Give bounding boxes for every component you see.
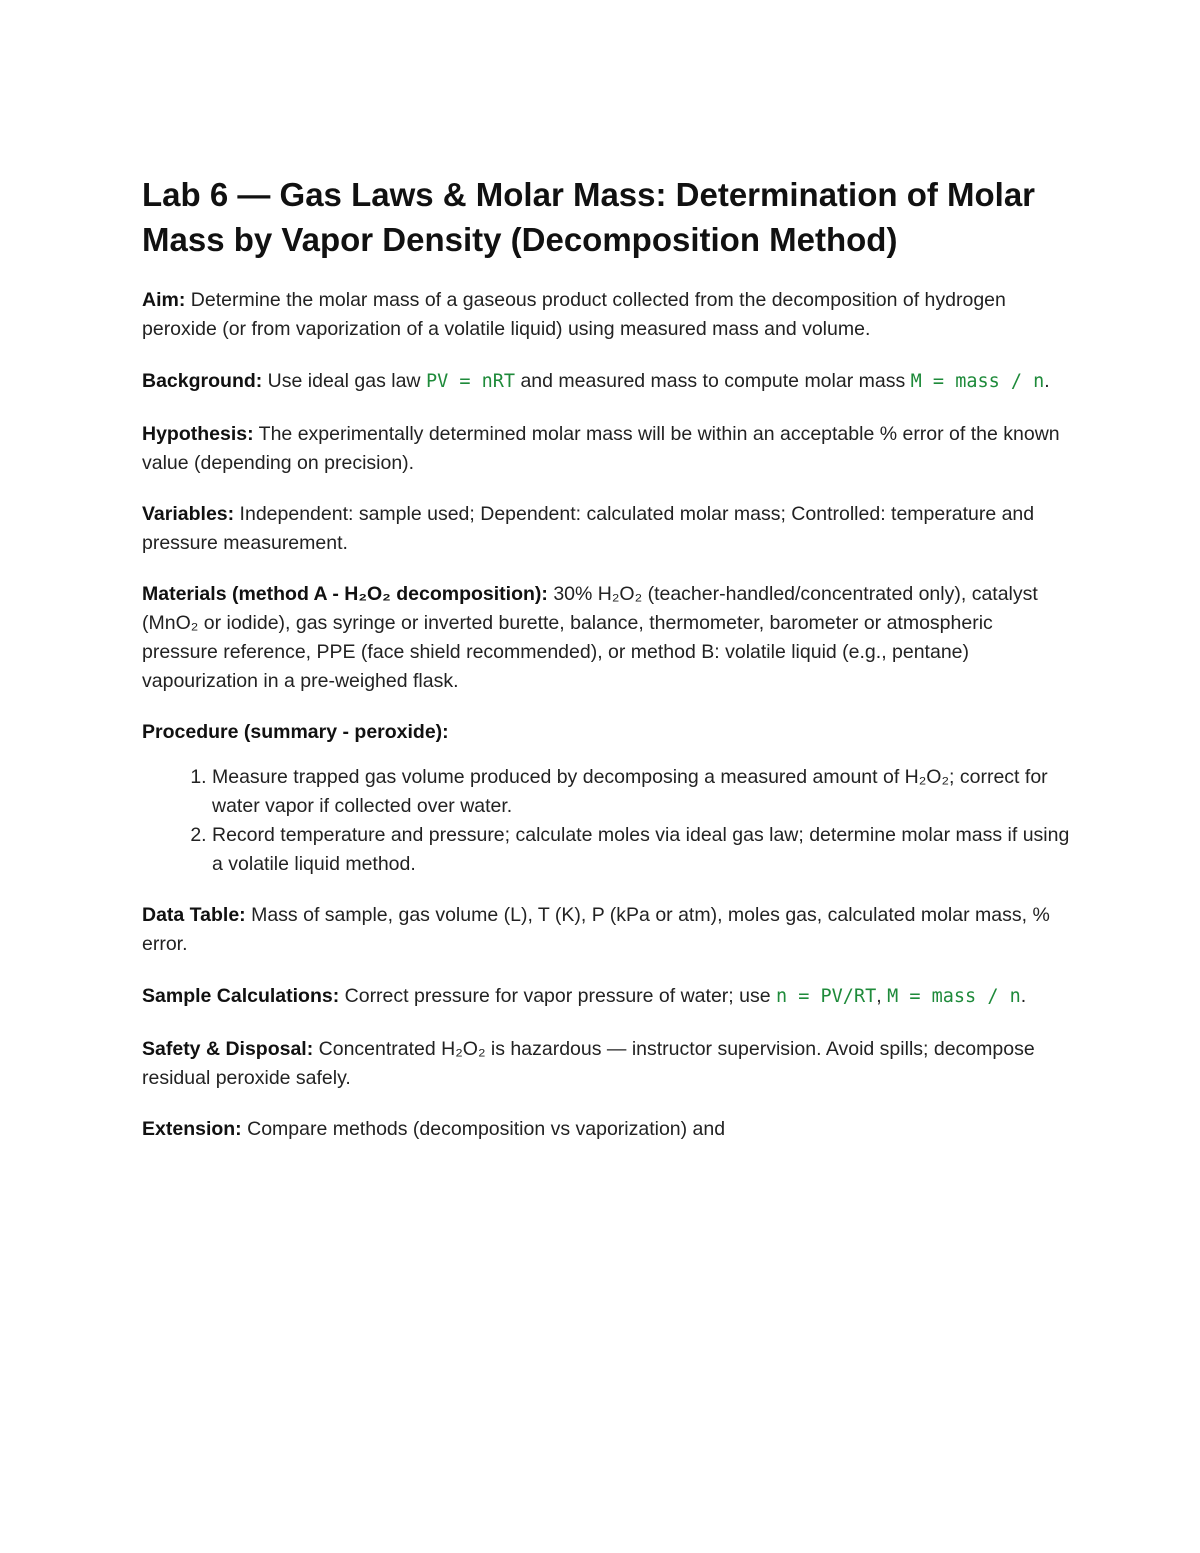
hypothesis-section	[142, 420, 1072, 478]
extension-section	[142, 1115, 1072, 1144]
procedure-step: 2. Record temperature and pressure; calculate moles via ideal gas law; determine molar mass if using a volatile liquid method.	[212, 821, 1072, 879]
safety-label: Safety & Disposal:	[142, 1038, 314, 1060]
data-table-text: Mass of sample, gas volume (L), T (K), P (kPa or atm), moles gas, calculated molar mass, % error.	[142, 904, 1050, 955]
procedure-heading	[142, 718, 1072, 747]
sample-calculations-label: Sample Calculations:	[142, 985, 340, 1007]
molar-mass-formula-code-2: M = mass / n	[887, 986, 1021, 1007]
aim-section	[142, 286, 1072, 344]
data-table-section	[142, 901, 1072, 959]
data-table-label: Data Table:	[142, 904, 246, 926]
materials-label: Materials (method A - H₂O₂ decomposition):	[142, 583, 548, 605]
hypothesis-text: The experimentally determined molar mass will be within an acceptable % error of the known value (depending on precision).	[142, 423, 1060, 474]
document-page	[142, 172, 1072, 1166]
molar-mass-formula-code: M = mass / n	[910, 371, 1045, 392]
background-text-3: .	[1044, 370, 1050, 392]
background-label: Background:	[142, 370, 263, 392]
hypothesis-label: Hypothesis:	[142, 423, 254, 445]
aim-label: Aim:	[142, 289, 186, 311]
sample-calculations-section	[142, 981, 1072, 1013]
extension-text: Compare methods (decomposition vs vaporization) and	[241, 1118, 726, 1140]
sample-calculations-text-2: ,	[876, 985, 888, 1007]
variables-text: Independent: sample used; Dependent: calculated molar mass; Controlled: temperature and pressure measurement.	[142, 503, 1035, 554]
extension-label: Extension:	[142, 1118, 242, 1140]
variables-section	[142, 500, 1072, 558]
safety-text: Concentrated H₂O₂ is hazardous — instructor supervision. Avoid spills; decompose residual peroxide safely.	[142, 1038, 1035, 1089]
background-section	[142, 366, 1072, 398]
procedure-label: Procedure (summary - peroxide):	[142, 721, 449, 743]
sample-calculations-text-3: .	[1020, 985, 1027, 1007]
procedure-step: 1. Measure trapped gas volume produced by decomposing a measured amount of H₂O₂; correct for water vapor if collected over water.	[212, 763, 1072, 821]
moles-formula-code: n = PV/RT	[775, 986, 877, 1007]
procedure-list	[142, 763, 1072, 879]
background-text-1: Use ideal gas law	[262, 370, 426, 392]
aim-text: Determine the molar mass of a gaseous product collected from the decomposition of hydrogen peroxide (or from vaporization of a volatile liquid) using measured mass and volume.	[142, 289, 1006, 340]
materials-section	[142, 580, 1072, 696]
page-title: Lab 6 — Gas Laws & Molar Mass: Determination of Molar Mass by Vapor Density (Decomposition Method)	[142, 176, 1036, 258]
materials-text: 30% H₂O₂ (teacher-handled/concentrated only), catalyst (MnO₂ or iodide), gas syringe or inverted burette, balance, thermometer, barometer or atmospheric pressure reference, PPE (face shield recommended), or method B: volatile liquid (e.g., pentane) vapourization in a pre-weighed flask.	[142, 583, 1038, 692]
safety-section	[142, 1035, 1072, 1093]
ideal-gas-law-code: PV = nRT	[425, 371, 516, 392]
sample-calculations-text-1: Correct pressure for vapor pressure of water; use	[339, 985, 776, 1007]
background-text-2: and measured mass to compute molar mass	[515, 370, 911, 392]
variables-label: Variables:	[142, 503, 235, 525]
